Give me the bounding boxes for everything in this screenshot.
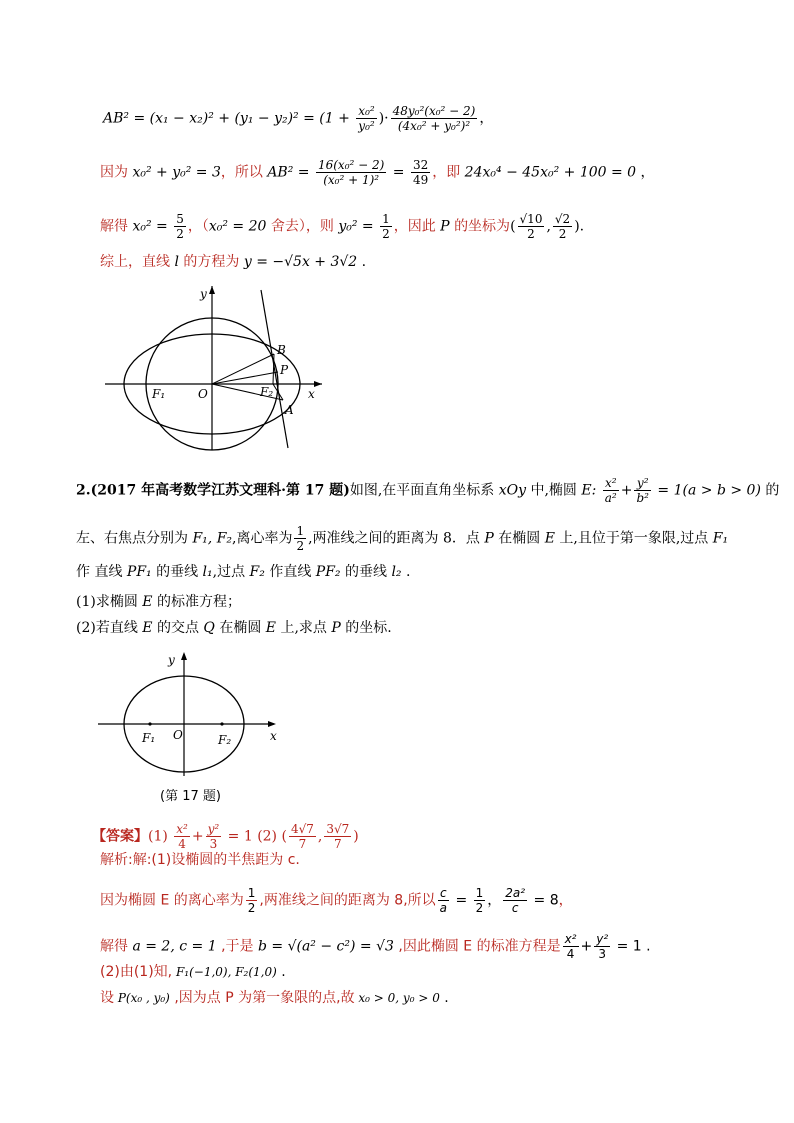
question-1: (1)求椭圆 E 的标准方程； <box>76 594 241 610</box>
solution-line-1: 解析:解:(1)设椭圆的半焦距为 c. <box>100 852 300 868</box>
eq-ab-squared: AB² = (x₁ − x₂)² + (y₁ − y₂)² = (1 + $\frac{\text{x₀²}}{\text{y₀²}}$ )· $\frac{\text{48y₀²(x₀² − 2)}}{\text{(4x₀² + y₀²)²}}$ ， <box>103 104 494 133</box>
eq-solve-x0: 解得 x₀² = $\frac{5}{2}$ ，（x₀² = 20 舍去），则 y₀² = $\frac{1}{2}$ ，因此 P 的坐标为( $\frac{√10}{2}$ , $\frac{√2}{2}$ ). <box>100 212 585 241</box>
eq-ab-squared-simplified: 因为 x₀² + y₀² = 3，所以 AB² = $\frac{\text{16(x₀² − 2)}}{\text{(x₀² + 1)²}}$ = $\frac{32}{49}$ ，即 24x₀⁴ − 45x₀² + 100 = 0 ， <box>100 158 655 187</box>
fig2-label-f1: F₁ <box>142 731 156 745</box>
answer-line: 【答案】(1) $\frac{\text{x²}}{4}$ + $\frac{\text{y²}}{3}$ = 1 (2) ( $\frac{4√7}{7}$ , $\frac{3√7}{7}$ ) <box>92 822 359 851</box>
solution-line-2: 因为椭圆 E 的离心率为 $\frac{1}{2}$ ,两准线之间的距离为 8,所以 $\frac{c}{a}$ = $\frac{1}{2}$ ， $\frac{\text{2a²}}{c}$ = 8， <box>100 886 573 915</box>
fig1-label-b: B <box>277 343 286 357</box>
fig1-label-f2: F₂ <box>260 385 274 399</box>
solution-line-3: 解得 a = 2, c = 1 ,于是 b = √(a² − c²) = √3 ,因此椭圆 E 的标准方程是 $\frac{\text{x²}}{4}$ + $\frac{\text{y²}}{3}$ = 1 . <box>100 932 651 961</box>
fig2-label-x: x <box>270 729 277 743</box>
fig1-label-o: O <box>198 387 208 401</box>
fig1-label-y: y <box>200 287 207 301</box>
fig1-label-a: A <box>285 403 294 417</box>
problem-line-1: 2.(2017 年高考数学江苏文理科·第 17 题)如图,在平面直角坐标系 xOy 中,椭圆 E: $\frac{\text{x²}}{\text{a²}}$ + $\frac{\text{y²}}{\text{b²}}$ = 1(a > b > 0) 的 <box>76 476 780 505</box>
fig2-caption: (第 17 题) <box>160 789 221 804</box>
question-2: (2)若直线 E 的交点 Q 在椭圆 E 上,求点 P 的坐标. <box>76 620 392 636</box>
solution-line-4: (2)由(1)知, F₁(−1,0), F₂(1,0) . <box>100 964 286 980</box>
figure-ellipses <box>100 282 330 454</box>
conclusion-line-l: 综上，直线 l 的方程为 y = −√5x + 3√2 . <box>100 254 367 270</box>
fig1-label-x: x <box>308 387 315 401</box>
problem-line-2: 左、右焦点分别为 F₁, F₂,离心率为 $\frac{1}{2}$ ,两准线之间的距离为 8．点 P 在椭圆 E 上,且位于第一象限,过点 F₁ <box>76 524 729 553</box>
fig2-label-f2: F₂ <box>218 733 232 747</box>
solution-line-5: 设 P(x₀ , y₀) ,因为点 P 为第一象限的点,故 x₀ > 0, y₀ > 0 . <box>100 990 449 1006</box>
problem-line-3: 作 直线 PF₁ 的垂线 l₁,过点 F₂ 作直线 PF₂ 的垂线 l₂ . <box>76 564 411 580</box>
fig1-label-f1: F₁ <box>152 387 166 401</box>
fig1-label-p: P <box>280 363 289 377</box>
fig2-label-o: O <box>173 728 183 742</box>
figure-ellipse-17 <box>96 650 296 780</box>
fig2-label-y: y <box>168 653 175 667</box>
